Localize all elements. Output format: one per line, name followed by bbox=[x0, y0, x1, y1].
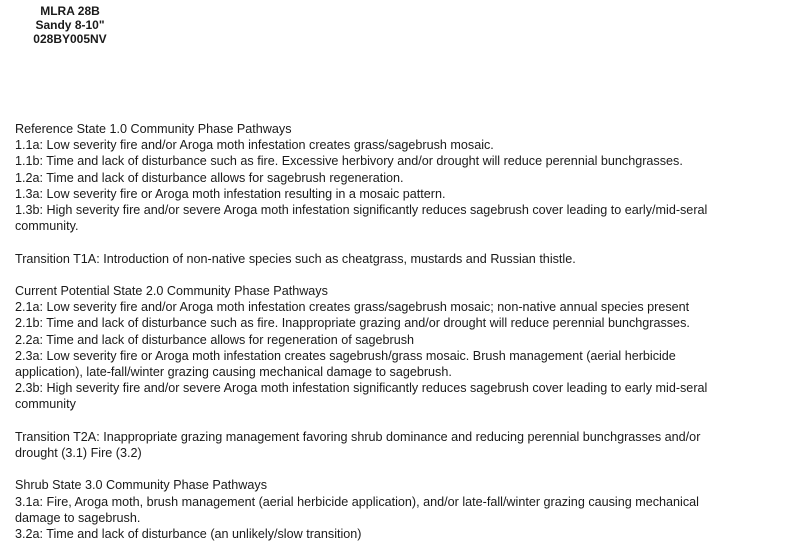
section-title: Shrub State 3.0 Community Phase Pathways bbox=[15, 478, 268, 493]
shrub-state-section bbox=[15, 477, 785, 542]
mlra-label: MLRA 28B bbox=[40, 4, 100, 18]
section-title: Current Potential State 2.0 Community Phase Pathways bbox=[15, 284, 328, 298]
pathway-line: 2.3a: Low severity fire or Aroga moth infestation creates sagebrush/grass mosaic. Brush management (aerial herbicide bbox=[15, 348, 676, 363]
pathway-line: community bbox=[15, 397, 76, 412]
pathway-line: 2.3b: High severity fire and/or severe Aroga moth infestation significantly reduces sagebrush cover leading to early mid-seral bbox=[15, 381, 708, 396]
pathway-line: 1.1a: Low severity fire and/or Aroga moth infestation creates grass/sagebrush mosaic. bbox=[15, 138, 494, 153]
pathway-line: community. bbox=[15, 219, 79, 234]
pathway-line: 2.1b: Time and lack of disturbance such as fire. Inappropriate grazing and/or drought will reduce perennial bunchgrasses. bbox=[15, 316, 690, 331]
pathway-line: 3.2a: Time and lack of disturbance (an unlikely/slow transition) bbox=[15, 527, 362, 542]
site-name: Sandy 8-10" bbox=[35, 18, 105, 32]
current-state-section bbox=[15, 283, 785, 413]
transition-text: Transition T2A: Inappropriate grazing management favoring shrub dominance and reducing perennial bunchgrasses and/or bbox=[15, 429, 701, 444]
pathway-line: 1.2a: Time and lack of disturbance allows for sagebrush regeneration. bbox=[15, 170, 404, 185]
pathway-line: 3.1a: Fire, Aroga moth, brush management (aerial herbicide application), and/or late-fall/winter grazing causing mechanical bbox=[15, 494, 699, 509]
pathway-line: damage to sagebrush. bbox=[15, 510, 141, 525]
pathway-line: 1.3b: High severity fire and/or severe Aroga moth infestation significantly reduces sagebrush cover leading to early/mid-seral bbox=[15, 203, 708, 218]
pathway-line: application), late-fall/winter grazing causing mechanical damage to sagebrush. bbox=[15, 365, 452, 380]
document-body bbox=[15, 121, 785, 558]
section-title: Reference State 1.0 Community Phase Pathways bbox=[15, 122, 292, 136]
pathway-line: 1.3a: Low severity fire or Aroga moth infestation resulting in a mosaic pattern. bbox=[15, 186, 446, 201]
pathway-line: 2.1a: Low severity fire and/or Aroga moth infestation creates grass/sagebrush mosaic; non-native annual species present bbox=[15, 300, 690, 315]
transition-text: drought (3.1) Fire (3.2) bbox=[15, 446, 142, 461]
transition-t2a-section bbox=[15, 429, 785, 461]
transition-text: Transition T1A: Introduction of non-native species such as cheatgrass, mustards and Russian thistle. bbox=[15, 251, 576, 266]
document-header bbox=[0, 4, 140, 46]
reference-state-section bbox=[15, 121, 785, 234]
pathway-line: 1.1b: Time and lack of disturbance such as fire. Excessive herbivory and/or drought will reduce perennial bunchgrasses. bbox=[15, 154, 683, 169]
site-id: 028BY005NV bbox=[33, 32, 107, 46]
transition-t1a-section bbox=[15, 251, 785, 267]
pathway-line: 2.2a: Time and lack of disturbance allows for regeneration of sagebrush bbox=[15, 332, 415, 347]
